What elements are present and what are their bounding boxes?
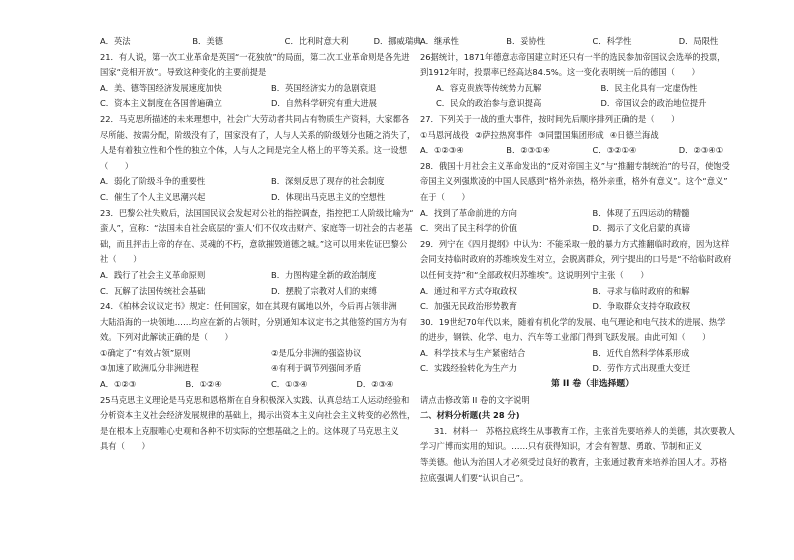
option: B．①②④	[185, 379, 222, 390]
option: D．局限性	[678, 36, 719, 46]
q25-stem-line: 是在根本上克服唯心史观和各种不切实际的空想基础之上的。这体现了马克思主义	[100, 425, 399, 436]
option: A．弱化了阶级斗争的重要性	[100, 176, 206, 187]
q21-options-row	[100, 81, 442, 97]
q29-options-row	[420, 299, 765, 315]
option: C．实践经验转化为生产力	[420, 363, 518, 374]
q22-stem-line: 人是有着独立性和个性的独立个体，人与人之间是完全人格上的平等关系。这一设想	[100, 145, 407, 156]
option: A．①②③	[100, 379, 137, 390]
option: C．科学性	[592, 36, 632, 46]
statement-item: ④日德兰海战	[609, 129, 659, 140]
q23-options-row	[100, 284, 442, 300]
q30-stem-line: 的进步，钢铁、化学、电力、汽车等工业部门得到飞跃发展。由此可知（ ）	[420, 332, 711, 343]
option: D．自然科学研究有重大进展	[271, 98, 377, 109]
statement-item: ②是瓜分非洲的强盗协议	[271, 347, 362, 358]
option: C．①③④	[271, 379, 308, 390]
q22-options-row	[100, 190, 442, 206]
q24-items-row	[100, 361, 442, 377]
option: C．突出了民主科学的价值	[420, 223, 518, 234]
statement-item: ①马恩河战役	[420, 129, 469, 140]
option: D．摆脱了宗教对人们的束缚	[271, 285, 377, 296]
q28-options-row	[420, 206, 765, 222]
option: B．深刻反思了现存的社会制度	[271, 176, 385, 187]
option: A．践行了社会主义革命原则	[100, 269, 206, 280]
left-column	[100, 34, 442, 455]
q30-stem-line: 30．19世纪70年代以来，随着有机化学的发展、电气理论和电气技术的进展、热学	[420, 316, 726, 327]
option: A．①②③④	[420, 145, 464, 156]
option: A．继承性	[420, 36, 459, 46]
section-title: 第 II 卷（非选择题）	[550, 379, 635, 390]
option: D．劳作方式出现重大变迁	[592, 363, 691, 374]
section-heading: 二、材料分析题(共 28 分)	[420, 410, 520, 421]
q25-stem-line: 具有（ ）	[100, 441, 150, 452]
option: D．挪威瑞典	[373, 36, 422, 46]
q24-stem-line: 效。下列对此解读正确的是（ ）	[100, 332, 233, 343]
q27-options	[420, 143, 765, 159]
q26-options-row	[420, 81, 765, 97]
right-column	[420, 34, 765, 486]
q31-stem-line: 31．材料一 苏格拉底终生从事教育工作，主张首先要培养人的美德，其次要教人	[434, 425, 735, 436]
option: A．找到了革命前进的方向	[420, 207, 517, 218]
option: B．民主化具有一定虚伪性	[600, 82, 698, 93]
q22-stem-line: （ ）	[100, 160, 134, 171]
q21-stem-line: 国家“竞相开放”。导致这种变化的主要前提是	[100, 67, 267, 78]
q27-items-row	[420, 128, 765, 144]
option: B．体现了五四运动的精髓	[592, 207, 690, 218]
option: D．争取群众支持夺取政权	[592, 301, 691, 312]
q28-stem-line: 28．俄国十月社会主义革命发出的“反对帝国主义”与“推翻专制统治”的号召，使饱受	[420, 160, 730, 171]
q31-stem-line: 学习广博而实用的知识。……只有获得知识，才会有智慧、勇敢、节制和正义	[420, 441, 703, 452]
q23-stem-line: 蛮人”，宣称：“法国未自社会底层的‘蛮人’们不仅攻击财产、家庭等一切社会的古老基	[100, 223, 413, 234]
option: A．美、德等国经济发展速度加快	[100, 82, 222, 93]
q30-options-row	[420, 346, 765, 362]
option: A．容克贵族等传统势力瓦解	[436, 82, 542, 93]
q28-stem-line: 帝国主义列强欺凌的中国人民感到“格外亲热，格外亲重，格外有意义”。这个“意义”	[420, 176, 728, 187]
statement-item: ①确定了“有效占领”原则	[100, 347, 191, 358]
q24-items-row	[100, 346, 442, 362]
option: C．瓦解了法国传统社会基础	[100, 285, 206, 296]
option: B．寻求与临时政府的和解	[592, 285, 690, 296]
q27-stem-line: 27．下列关于一战的重大事件，按时间先后顺序排列正确的是（ ）	[420, 113, 680, 124]
q23-stem-line: 础，而且抨击上帝的存在、灵魂的不朽，意欲摧毁道德之城。”这可以用来佐证巴黎公	[100, 238, 408, 249]
statement-item: ③同盟国集团形成	[538, 129, 604, 140]
q31-stem-line: 等美德。他认为治国人才必须受过良好的教育，主张通过教育来培养治国人才。苏格	[420, 457, 727, 468]
q28-options-row	[420, 221, 765, 237]
option: C．比利时意大利	[284, 36, 349, 46]
q21-options-row	[100, 96, 442, 112]
q29-options-row	[420, 284, 765, 300]
q23-stem-line: 社（ ）	[100, 254, 142, 265]
statement-item: ②萨拉热窝事件	[474, 129, 533, 140]
option: B．②③①④	[506, 145, 550, 156]
q24-options	[100, 377, 442, 393]
q26-stem-line: 26据统计，1871年德意志帝国建立时还只有一半的选民参加帝国议会选举的投票，	[420, 51, 726, 62]
option: C．催生了个人主义思潮兴起	[100, 191, 206, 202]
q23-options-row	[100, 268, 442, 284]
q22-options-row	[100, 174, 442, 190]
option: A．科学技术与生产紧密结合	[420, 347, 526, 358]
option: A．英法	[100, 36, 131, 46]
q29-stem-line: 29．列宁在《四月提纲》中认为：不能采取一般的暴力方式推翻临时政府，因为这样	[420, 238, 730, 249]
q25-options	[420, 34, 765, 50]
option: A．通过和平方式夺取政权	[420, 285, 517, 296]
option: B．英国经济实力的急剧衰退	[271, 82, 377, 93]
q24-stem-line: 大陆沿海的一块领地……均应在新的占领时，分别通知本议定书之其他签约国方为有	[100, 316, 407, 327]
q31-stem-line: 拉底强调人们要“认识自己”。	[420, 472, 529, 483]
option: B．妥协性	[506, 36, 546, 46]
q26-stem-line: 到1912年时，投票率已经高达84.5%。这一变化表明统一后的德国（ ）	[420, 67, 700, 78]
option: C．民众的政治参与意识提高	[436, 98, 542, 109]
statement-item: ③加速了欧洲瓜分非洲进程	[100, 363, 199, 374]
option: D．揭示了文化启蒙的真谛	[592, 223, 691, 234]
option: D．帝国议会的政治地位提升	[600, 98, 707, 109]
q24-stem-line: 24．《柏林会议议定书》规定：任何国家，如在其现有属地以外，今后再占领非洲	[100, 301, 397, 312]
q20-options	[100, 34, 442, 50]
q29-stem-line: 会同支持临时政府的苏维埃发生对立，会脱离群众，列宁提出的口号是“不给临时政府	[420, 254, 732, 265]
q29-stem-line: 以任何支持”和“全部政权归苏维埃”。这说明列宁主张（ ）	[420, 269, 649, 280]
option: C．资本主义制度在各国普遍确立	[100, 98, 222, 109]
option: C．加强无民政治形势教育	[420, 301, 518, 312]
statement-item: ④有利于调节列强间矛盾	[271, 363, 362, 374]
q21-stem-line: 21．有人说，第一次工业革命是英国“一花独放”的局面，第二次工业革命则是各先进	[100, 51, 410, 62]
section-instruction: 请点击修改第 II 卷的文字说明	[420, 394, 530, 405]
q25-stem-line: 分析资本主义社会经济发展规律的基础上，揭示出资本主义向社会主义转变的必然性，	[100, 410, 416, 421]
option: B．近代自然科学体系形成	[592, 347, 690, 358]
q28-stem-line: 在于（ ）	[420, 191, 470, 202]
q30-options-row	[420, 361, 765, 377]
q25-stem-line: 25马克思主义理论是马克思和恩格斯在自身积极深入实践、认真总结工人运动经验和	[100, 394, 410, 405]
option: D．体现出马克思主义的空想性	[271, 191, 386, 202]
option: C．③②①④	[592, 145, 637, 156]
option: D．②③④①	[678, 145, 724, 156]
option: D．②③④	[356, 379, 394, 390]
q26-options-row	[420, 96, 765, 112]
q22-stem-line: 尽所能、按需分配，阶级没有了，国家没有了，人与人关系的阶级划分也随之消失了，	[100, 129, 416, 140]
option: B．力图构建全新的政治制度	[271, 269, 377, 280]
q22-stem-line: 22．马克思所描述的未来理想中，社会广大劳动者共同占有物质生产资料，大家都各	[100, 113, 410, 124]
q23-stem-line: 23．巴黎公社失败后，法国国民议会发起对公社的指控调查，指控把工人阶级比喻为“	[100, 207, 414, 218]
option: B．美德	[192, 36, 223, 46]
